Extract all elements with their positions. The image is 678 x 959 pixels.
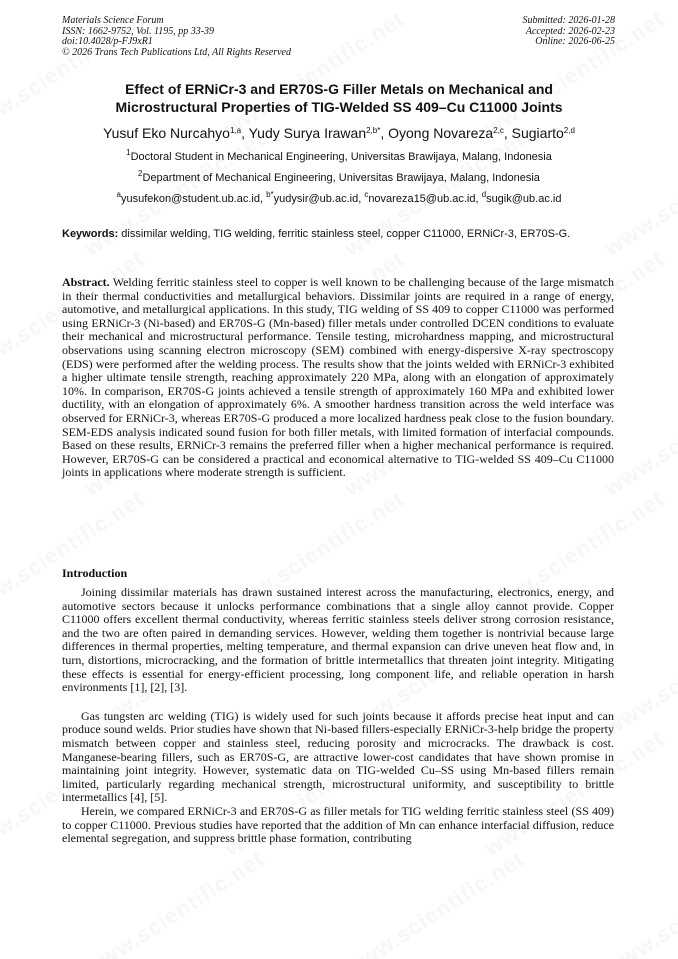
author-name: Sugiarto: [511, 125, 564, 141]
keywords-label: Keywords:: [62, 228, 119, 240]
author-superscript: 2,d: [563, 126, 575, 135]
affiliation-text: Doctoral Student in Mechanical Engineering, Universitas Brawijaya, Malang, Indonesia: [130, 151, 552, 163]
submitted-date: Submitted: 2026-01-28: [522, 15, 615, 26]
author-superscript: 2,c: [493, 126, 504, 135]
author-superscript: 1,a: [229, 126, 242, 135]
abstract-text: Welding ferritic stainless steel to copper is well known to be challenging because of the large mismatch in their thermal conductivities and metallurgical behaviors. Dissimilar joints are required in a range of energy, automotive, and metallurgical applications. In this study, TIG welding of SS 409 to copper C11000 was performed using ERNiCr-3 (Ni-based) and ER70S-G (Mn-based) filler metals under controlled DCEN conditions to evaluate their mechanical and microstructural performance. Tensile testing, microhardness mapping, and microstructural observations using scanning electron microscopy (SEM) combined with energy-dispersive X-ray spectroscopy (EDS) were performed after the welding process. The results show that the joints welded with ERNiCr-3 exhibited a higher ultimate tensile strength, reaching approximately 220 MPa, along with an elongation of approximately 10%. In comparison, ER70S-G joints achieved a tensile strength of approximately 160 MPa and exhibited lower ductility, with an elongation of approximately 6%. A smoother hardness transition across the weld interface was observed for ERNiCr-3, whereas ER70S-G produced a more localized hardness peak close to the fusion boundary. SEM-EDS analysis indicated sound fusion for both filler metals, with limited formation of interfacial compounds. Based on these results, ERNiCr-3 remains the preferred filler when a higher mechanical performance is required. However, ER70S-G can be considered a practical and economical alternative to TIG-welded SS 409–Cu C11000 joints in applications where moderate strength is sufficient.: [62, 275, 614, 480]
watermark-text: [80, 846, 270, 959]
title-line-2: Microstructural Properties of TIG-Welded SS 409–Cu C11000 Joints: [115, 99, 563, 115]
affiliation-text: Department of Mechanical Engineering, Universitas Brawijaya, Malang, Indonesia: [142, 172, 540, 184]
email-text: yusufekon@student.ub.ac.id,: [121, 193, 267, 205]
email-superscript: b*: [266, 190, 274, 199]
journal-issn: ISSN: 1662-9752, Vol. 1195, pp 33-39: [62, 25, 215, 37]
keywords-text: dissimilar welding, TIG welding, ferritic stainless steel, copper C11000, ERNiCr-3, ER70S-G.: [118, 228, 571, 240]
paper-title: [62, 80, 616, 116]
accepted-date: Accepted: 2026-02-23: [525, 25, 615, 37]
submission-dates: [523, 16, 616, 48]
affiliation-superscript: 1: [126, 148, 131, 157]
email-text: yudysir@ub.ac.id,: [273, 193, 365, 205]
watermark-text: [340, 846, 530, 959]
abstract: [62, 276, 614, 480]
paragraph: Herein, we compared ERNiCr-3 and ER70S-G as filler metals for TIG welding ferritic stainless steel (SS 409) to copper C11000. Previous studies have reported that the addition of Mn can enhance interfacial diffusion, reduce elemental segregation, and suppress brittle phase formation, contributing: [62, 803, 614, 846]
journal-doi: doi:10.4028/p-FJ9xR1: [62, 36, 153, 47]
email-text: novareza15@ub.ac.id,: [368, 193, 482, 205]
title-line-1: Effect of ERNiCr-3 and ER70S-G Filler Metals on Mechanical and: [125, 81, 553, 97]
email-superscript: d: [481, 190, 487, 199]
author-name: Oyong Novareza: [388, 125, 494, 141]
author-name: Yusuf Eko Nurcahyo: [103, 125, 230, 141]
affiliation-2: [62, 171, 616, 185]
online-date: Online: 2026-06-25: [535, 36, 615, 47]
section-heading-introduction: Introduction: [62, 566, 128, 580]
journal-info: [62, 16, 291, 58]
author-name: Yudy Surya Irawan: [248, 125, 367, 141]
paragraph: Gas tungsten arc welding (TIG) is widely used for such joints because it affords precise heat input and can produce sound welds. Prior studies have shown that Ni-based fillers-especially ERNiCr-3-help bridge the property mismatch between copper and stainless steel, reducing porosity and microcracks. The drawback is cost. Manganese-bearing fillers, such as ER70S-G, are attractive lower-cost candidates that have shown promise in maintaining joint integrity. However, systematic data on TIG-welded Cu–SS using Mn-based fillers remain limited, particularly regarding mechanical strength, microstructural uniformity, and susceptibility to brittle intermetallics [4], [5].: [62, 708, 614, 805]
email-superscript: a: [116, 190, 121, 199]
keywords: [62, 228, 616, 242]
author-superscript: 2,b*: [366, 126, 381, 135]
affiliation-superscript: 2: [138, 169, 143, 178]
email-superscript: c: [364, 190, 369, 199]
abstract-label: Abstract.: [62, 275, 110, 289]
affiliation-1: [62, 150, 616, 164]
journal-name: Materials Science Forum: [62, 15, 164, 26]
watermark-text: [600, 846, 678, 959]
introduction-body: [62, 586, 614, 846]
email-text: sugik@ub.ac.id: [486, 193, 562, 205]
author-separator: ,: [380, 125, 389, 141]
paragraph: Joining dissimilar materials has drawn sustained interest across the manufacturing, electronics, energy, and automotive sectors because it unlocks performance combinations that a single alloy cannot provide. Copper C11000 offers excellent thermal conductivity, whereas ferritic stainless steels deliver strong corrosion resistance, and the two are often paired in demanding services. However, welding them together is nontrivial because large differences in thermal properties, melting temperature, and thermal expansion can drive uneven heat flow and, in turn, distortions, microcracking, and the formation of brittle intermetallics that threaten joint integrity. Mitigating these effects is essential for energy-efficient processing, long component life, and reliable operation in harsh environments [1], [2], [3].: [62, 585, 614, 695]
author-separator: ,: [241, 125, 249, 141]
author-emails: [62, 192, 616, 206]
journal-copyright: © 2026 Trans Tech Publications Ltd, All Rights Reserved: [62, 46, 291, 58]
author-separator: ,: [503, 125, 512, 141]
author-list: [62, 124, 616, 142]
